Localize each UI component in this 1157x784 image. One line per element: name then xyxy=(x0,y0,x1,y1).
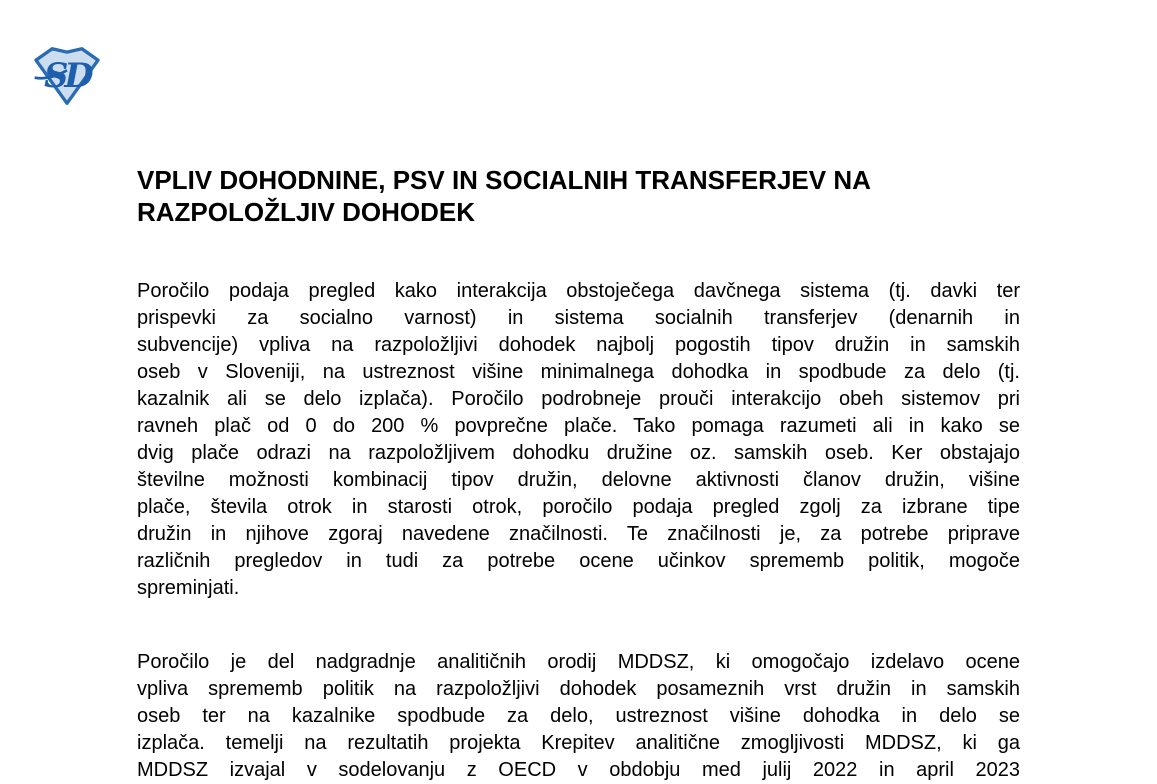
text-line: oseb ter na kazalnike spodbude za delo, ustreznost višine dohodka in delo se xyxy=(137,705,1020,727)
text-line: kazalnik ali se delo izplača). Poročilo podrobneje prouči interakcijo obeh sistemov pri xyxy=(137,388,1020,410)
logo-letters: SD xyxy=(44,55,90,96)
document-title xyxy=(137,164,1020,228)
text-line: oseb v Sloveniji, na ustreznost višine minimalnega dohodka in spodbude za delo (tj. xyxy=(137,361,1020,383)
text-line: subvencije) vpliva na razpoložljivi dohodek najbolj pogostih tipov družin in samskih xyxy=(137,334,1020,356)
text-line: družin in njihove zgoraj navedene značilnosti. Te značilnosti je, za potrebe priprave xyxy=(137,523,1020,545)
text-line: različnih pregledov in tudi za potrebe ocene učinkov sprememb politik, mogoče xyxy=(137,550,1020,572)
text-line: dvig plače odrazi na razpoložljivem dohodku družine oz. samskih oseb. Ker obstajajo xyxy=(137,442,1020,464)
sd-logo xyxy=(33,44,101,106)
title-line-2: RAZPOLOŽLJIV DOHODEK xyxy=(137,197,476,227)
text-line: ravneh plač od 0 do 200 % povprečne plače. Tako pomaga razumeti ali in kako se xyxy=(137,415,1020,437)
paragraph-1 xyxy=(137,278,1020,602)
text-line: Poročilo je del nadgradnje analitičnih orodij MDDSZ, ki omogočajo izdelavo ocene xyxy=(137,651,1020,673)
text-line: spreminjati. xyxy=(137,577,240,599)
sd-diamond-logo-icon xyxy=(33,44,101,106)
text-line: plače, števila otrok in starosti otrok, poročilo podaja pregled zgolj za izbrane tipe xyxy=(137,496,1020,518)
text-line: prispevki za socialno varnost) in sistema socialnih transferjev (denarnih in xyxy=(137,307,1020,329)
title-line-1: VPLIV DOHODNINE, PSV IN SOCIALNIH TRANSFERJEV NA xyxy=(137,165,871,195)
text-line: izplača. temelji na rezultatih projekta Krepitev analitične zmogljivosti MDDSZ, ki ga xyxy=(137,732,1020,754)
document-body xyxy=(137,278,1020,784)
text-line: Poročilo podaja pregled kako interakcija obstoječega davčnega sistema (tj. davki ter xyxy=(137,280,1020,302)
text-line: številne možnosti kombinacij tipov družin, delovne aktivnosti članov družin, višine xyxy=(137,469,1020,491)
text-line: vpliva sprememb politik na razpoložljivi dohodek posameznih vrst družin in samskih xyxy=(137,678,1020,700)
paragraph-2 xyxy=(137,649,1020,784)
text-line-clipped: MDDSZ izvajal v sodelovanju z OECD v obdobju med julij 2022 in april 2023 xyxy=(137,759,1020,781)
